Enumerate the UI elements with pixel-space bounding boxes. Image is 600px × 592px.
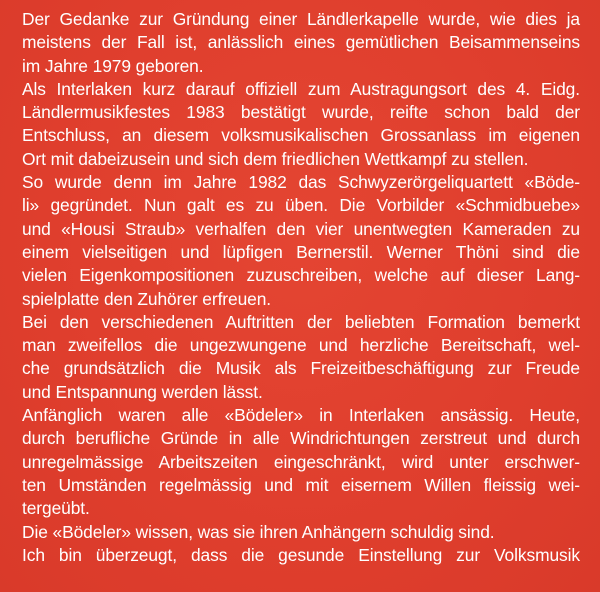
text-line: einem vielseitigen und lüpfigen Bernerstil. Werner Thöni sind die (22, 241, 580, 262)
text-line: Der Gedanke zur Gründung einer Ländlerkapelle wurde, wie dies ja (22, 9, 580, 29)
paragraph-founding (22, 171, 580, 311)
paragraph-members (22, 404, 580, 520)
text-line: im Jahre 1979 geboren. (22, 55, 204, 76)
text-line: Als Interlaken kurz darauf offiziell zum Austragungsort des 4. Eidg. (22, 78, 580, 99)
text-line: und «Housi Straub» verhalfen den vier unentwegten Kameraden zu (22, 218, 580, 239)
text-line: Anfänglich waren alle «Bödeler» in Interlaken ansässig. Heute, (22, 405, 580, 426)
text-line: durch berufliche Gründe in alle Windrichtungen zerstreut und durch (22, 428, 580, 449)
paragraph-origin (22, 8, 580, 78)
text-line: Bei den verschiedenen Auftritten der beliebten Formation bemerkt (22, 311, 580, 332)
paragraph-fans (22, 521, 580, 544)
paragraph-performances (22, 311, 580, 404)
text-line: Ort mit dabeizusein und sich dem friedlichen Wettkampf zu stellen. (22, 148, 529, 169)
text-line: tergeübt. (22, 498, 90, 519)
paragraph-festival (22, 78, 580, 171)
text-line: li» gegründet. Nun galt es zu üben. Die Vorbilder «Schmidbuebe» (22, 195, 580, 216)
text-line: ten Umständen regelmässig und mit eisernem Willen fleissig wei- (22, 474, 580, 495)
text-line: unregelmässige Arbeitszeiten eingeschränkt, wird unter erschwer- (22, 451, 580, 472)
text-line: vielen Eigenkompositionen zuzuschreiben, welche auf dieser Lang- (22, 265, 580, 286)
paragraph-conviction (22, 544, 580, 567)
text-line: und Entspannung werden lässt. (22, 381, 263, 402)
text-line: Entschluss, an diesem volksmusikalischen Grossanlass im eigenen (22, 125, 580, 146)
text-line: Ich bin überzeugt, dass die gesunde Einstellung zur Volksmusik (22, 544, 580, 565)
text-line: che grundsätzlich die Musik als Freizeitbeschäftigung zur Freude (22, 358, 580, 379)
text-line: So wurde denn im Jahre 1982 das Schwyzerörgeliquartett «Böde- (22, 172, 580, 193)
text-line: Ländlermusikfestes 1983 bestätigt wurde, reifte schon bald der (22, 102, 580, 123)
text-line: man zweifellos die ungezwungene und herzliche Bereitschaft, wel- (22, 335, 580, 356)
text-line: Die «Bödeler» wissen, was sie ihren Anhängern schuldig sind. (22, 521, 495, 542)
text-line: meistens der Fall ist, anlässlich eines gemütlichen Beisammenseins (22, 32, 580, 53)
liner-notes-text (22, 8, 580, 567)
text-line: spielplatte den Zuhörer erfreuen. (22, 288, 272, 309)
